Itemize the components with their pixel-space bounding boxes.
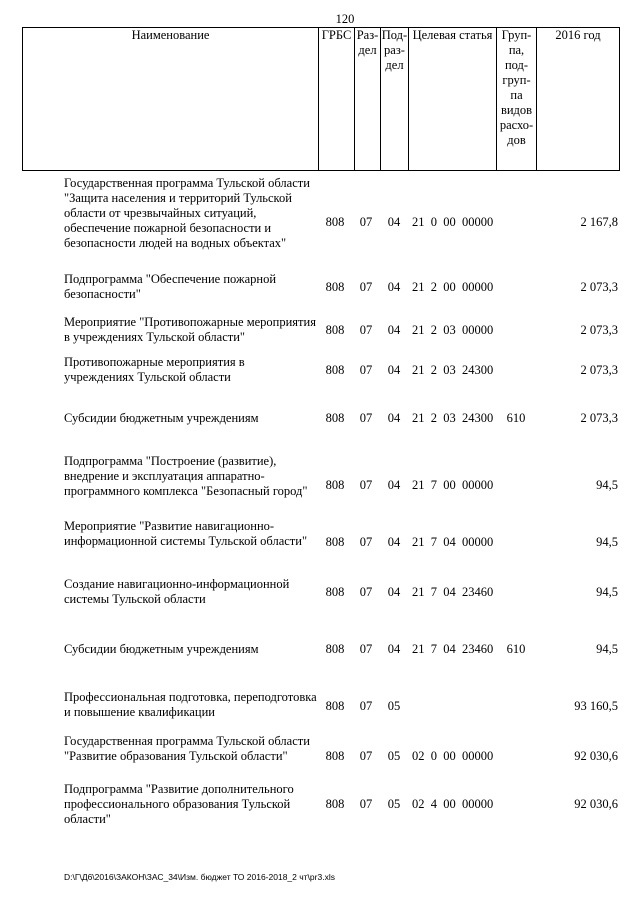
row-podrazdel: 05 <box>387 797 401 811</box>
row-grbs: 808 <box>325 478 345 492</box>
header-year: 2016 год <box>536 27 620 171</box>
row-podrazdel: 04 <box>387 585 401 599</box>
row-grbs: 808 <box>325 749 345 763</box>
row-name: Подпрограмма "Обеспечение пожарной безопасности" <box>64 272 277 301</box>
row-grbs: 808 <box>325 363 345 377</box>
row-grbs: 808 <box>325 642 345 656</box>
row-target: 21 2 00 00000 <box>412 280 494 294</box>
row-grbs: 808 <box>325 699 345 713</box>
row-grbs: 808 <box>325 797 345 811</box>
header-razdel: Раз- дел <box>354 27 380 171</box>
row-grbs: 808 <box>325 280 345 294</box>
row-razdel: 07 <box>359 478 373 492</box>
row-target: 21 2 03 24300 <box>412 411 494 425</box>
row-amount: 94,5 <box>596 585 618 599</box>
row-name: Подпрограмма "Построение (развитие), внедрение и эксплуатация аппаратно-программного комплекса "Безопасный город" <box>64 454 308 498</box>
header-podrazdel: Под- раз- дел <box>380 27 408 171</box>
row-amount: 94,5 <box>596 478 618 492</box>
row-podrazdel: 05 <box>387 699 401 713</box>
table-row <box>0 642 640 658</box>
row-name: Субсидии бюджетным учреждениям <box>64 411 259 425</box>
table-row <box>0 355 640 387</box>
header-grbs: ГРБС <box>318 27 354 171</box>
row-podrazdel: 04 <box>387 411 401 425</box>
row-grbs: 808 <box>325 215 345 229</box>
table-row <box>0 577 640 609</box>
row-group: 610 <box>506 411 526 425</box>
table-row <box>0 519 640 566</box>
row-target: 21 7 04 23460 <box>412 642 494 656</box>
row-podrazdel: 04 <box>387 280 401 294</box>
row-name: Создание навигационно-информационной системы Тульской области <box>64 577 290 606</box>
row-razdel: 07 <box>359 797 373 811</box>
row-podrazdel: 04 <box>387 215 401 229</box>
row-grbs: 808 <box>325 323 345 337</box>
row-razdel: 07 <box>359 363 373 377</box>
table-row <box>0 176 640 268</box>
table-header <box>0 27 640 171</box>
row-razdel: 07 <box>359 323 373 337</box>
header-group: Груп- па, под- груп- па видов расхо- дов <box>496 27 536 171</box>
row-razdel: 07 <box>359 215 373 229</box>
row-target: 02 4 00 00000 <box>412 797 494 811</box>
row-amount: 2 073,3 <box>580 323 618 337</box>
page-number: 120 <box>335 12 355 26</box>
row-name: Профессиональная подготовка, переподготовка и повышение квалификации <box>64 690 317 719</box>
row-target: 21 7 04 00000 <box>412 535 494 549</box>
row-amount: 94,5 <box>596 535 618 549</box>
table-row <box>0 411 640 427</box>
row-razdel: 07 <box>359 535 373 549</box>
row-razdel: 07 <box>359 699 373 713</box>
row-amount: 92 030,6 <box>574 797 618 811</box>
row-podrazdel: 04 <box>387 363 401 377</box>
header-target: Целевая статья <box>408 27 496 171</box>
table-row <box>0 315 640 347</box>
row-grbs: 808 <box>325 411 345 425</box>
row-name: Мероприятие "Развитие навигационно-информационной системы Тульской области" <box>64 519 308 548</box>
row-name: Государственная программа Тульской области "Защита населения и территорий Тульской области от чрезвычайных ситуаций, обеспечение пожарной безопасности и безопасности людей на водных объектах" <box>64 176 310 250</box>
row-razdel: 07 <box>359 411 373 425</box>
row-podrazdel: 04 <box>387 535 401 549</box>
table-row <box>0 272 640 304</box>
table-row <box>0 782 640 829</box>
row-target: 21 0 00 00000 <box>412 215 494 229</box>
table-row <box>0 690 640 722</box>
row-amount: 2 073,3 <box>580 411 618 425</box>
row-razdel: 07 <box>359 749 373 763</box>
row-target: 21 7 00 00000 <box>412 478 494 492</box>
row-amount: 94,5 <box>596 642 618 656</box>
row-amount: 93 160,5 <box>574 699 618 713</box>
row-grbs: 808 <box>325 535 345 549</box>
row-amount: 2 073,3 <box>580 280 618 294</box>
row-podrazdel: 05 <box>387 749 401 763</box>
row-podrazdel: 04 <box>387 323 401 337</box>
row-name: Мероприятие "Противопожарные мероприятия в учреждениях Тульской области" <box>64 315 316 344</box>
row-podrazdel: 04 <box>387 478 401 492</box>
file-path-footer: D:\Г\Д6\2016\ЗАКОН\ЗАС_34\Изм. бюджет ТО 2016-2018_2 чт\pr3.xls <box>64 872 335 882</box>
row-name: Субсидии бюджетным учреждениям <box>64 642 259 656</box>
row-amount: 92 030,6 <box>574 749 618 763</box>
row-razdel: 07 <box>359 642 373 656</box>
row-name: Противопожарные мероприятия в учреждениях Тульской области <box>64 355 245 384</box>
row-group: 610 <box>506 642 526 656</box>
row-target: 21 7 04 23460 <box>412 585 494 599</box>
row-podrazdel: 04 <box>387 642 401 656</box>
row-target: 21 2 03 00000 <box>412 323 494 337</box>
table-row <box>0 734 640 781</box>
row-name: Подпрограмма "Развитие дополнительного профессионального образования Тульской области" <box>64 782 294 826</box>
row-amount: 2 073,3 <box>580 363 618 377</box>
row-name: Государственная программа Тульской области "Развитие образования Тульской области" <box>64 734 310 763</box>
header-name: Наименование <box>22 27 318 171</box>
row-target: 02 0 00 00000 <box>412 749 494 763</box>
row-grbs: 808 <box>325 585 345 599</box>
row-razdel: 07 <box>359 585 373 599</box>
row-razdel: 07 <box>359 280 373 294</box>
row-target: 21 2 03 24300 <box>412 363 494 377</box>
table-row <box>0 454 640 516</box>
row-amount: 2 167,8 <box>580 215 618 229</box>
